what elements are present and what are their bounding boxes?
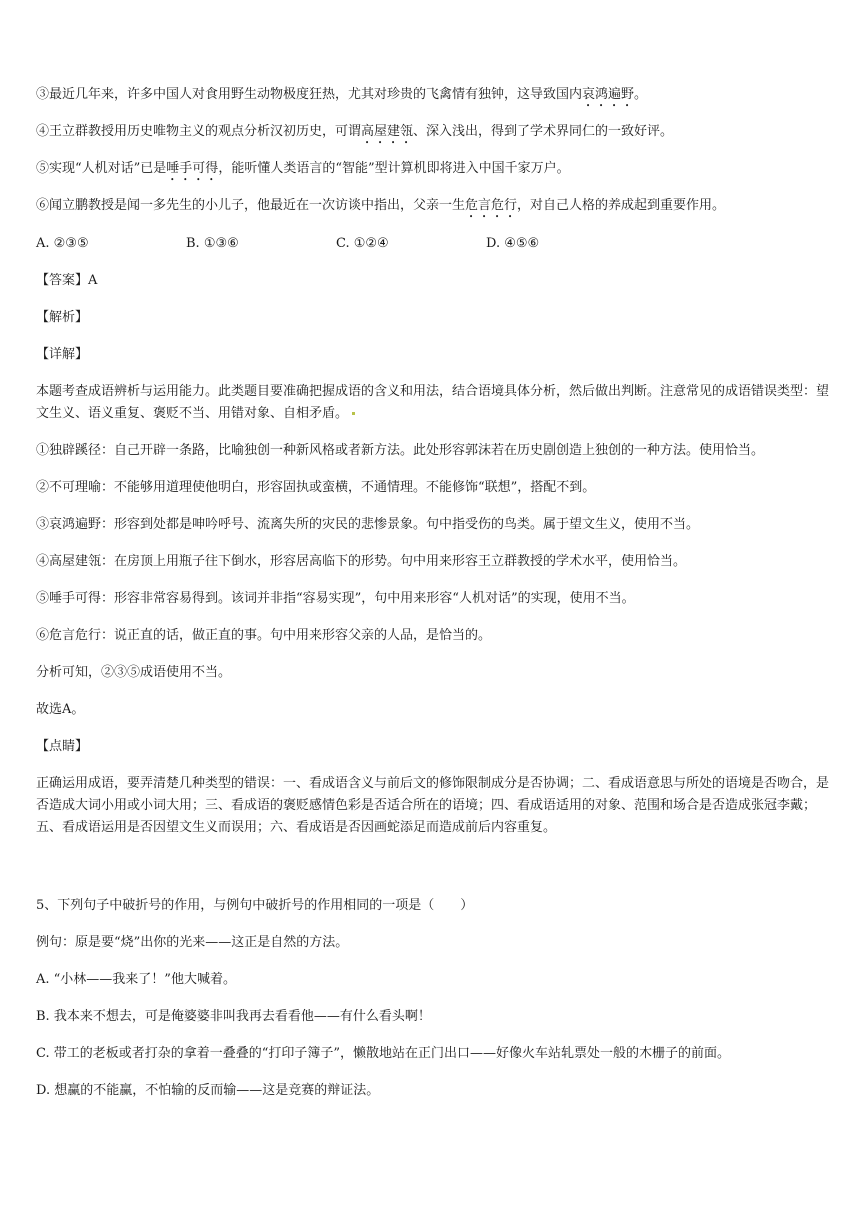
question-item-4	[36, 121, 830, 147]
item-text: ⑥闻立鹏教授是闻一多先生的小儿子，他最近在一次访谈中指出，父亲一生	[36, 198, 466, 213]
option-b: B. ①③⑥	[186, 236, 239, 251]
conclusion: 分析可知，②③⑤成语使用不当。	[36, 665, 232, 680]
emphasized-idiom: 高屋建瓴	[361, 124, 414, 139]
explanation-5: ⑤唾手可得：形容非常容易得到。该词并非指“容易实现”，句中用来形容“人机对话”的实现，使用不当。	[36, 591, 635, 606]
answer-options	[36, 233, 636, 255]
analysis-header: 【解析】	[36, 310, 89, 325]
detail-intro	[36, 381, 832, 425]
item-text: ，能听懂人类语言的“智能”型计算机即将进入中国千家万户。	[218, 161, 570, 176]
explanation-1: ①独辟蹊径：自己开辟一条路，比喻独创一种新风格或者新方法。此处形容郭沫若在历史剧创造上独创的一种方法。使用恰当。	[36, 443, 765, 458]
detail-header: 【详解】	[36, 347, 89, 362]
emphasized-idiom: 唾手可得	[166, 161, 219, 176]
option-c: C. ①②④	[336, 236, 389, 251]
emphasized-idiom: 哀鸿遍野	[582, 87, 635, 102]
explanation-2: ②不可理喻：不能够用道理使他明白，形容固执或蛮横，不通情理。不能修饰“联想”，搭配不到。	[36, 480, 596, 495]
emphasized-idiom: 危言危行	[465, 198, 518, 213]
option-a: A. ②③⑤	[36, 236, 89, 251]
question-item-5	[36, 158, 830, 184]
question-5-example: 例句：原是要“烧”出你的光来——这正是自然的方法。	[36, 935, 349, 950]
item-text: ③最近几年来，许多中国人对食用野生动物极度狂热，尤其对珍贵的飞禽情有独钟，这导致国内	[36, 87, 583, 102]
item-text: ⑤实现“人机对话”已是	[36, 161, 167, 176]
tip-header: 【点睛】	[36, 739, 89, 754]
answer-line: 【答案】A	[36, 273, 98, 288]
choose-line: 故选A。	[36, 702, 85, 717]
item-text: 、深入浅出，得到了学术界同仁的一致好评。	[413, 124, 674, 139]
tip-body: 正确运用成语，要弄清楚几种类型的错误：一、看成语含义与前后文的修饰限制成分是否协调；二、看成语意思与所处的语境是否吻合，是否造成大词小用或小词大用；三、看成语的褒贬感情色彩是否适合所在的语境；四、看成语适用的对象、范围和场合是否造成张冠李戴；五、看成语运用是否因望文生义而误用；六、看成语是否因画蛇添足而造成前后内容重复。	[36, 776, 830, 835]
option-d: D. ④⑤⑥	[486, 236, 540, 251]
detail-intro-text: 本题考查成语辨析与运用能力。此类题目要准确把握成语的含义和用法，结合语境具体分析，然后做出判断。注意常见的成语错误类型：望文生义、语义重复、褒贬不当、用错对象、自相矛盾。	[36, 384, 830, 421]
explanation-6: ⑥危言危行：说正直的话，做正直的事。句中用来形容父亲的人品，是恰当的。	[36, 628, 492, 643]
question-item-6	[36, 195, 830, 221]
explanation-3: ③哀鸿遍野：形容到处都是呻吟呼号、流离失所的灾民的悲惨景象。句中指受伤的鸟类。属于望文生义，使用不当。	[36, 517, 700, 532]
question-5-option-c: C. 带工的老板或者打杂的拿着一叠叠的“打印子簿子”，懒散地站在正门出口——好像火车站轧票处一般的木栅子的前面。	[36, 1046, 731, 1061]
item-text: ④王立群教授用历史唯物主义的观点分析汉初历史，可谓	[36, 124, 362, 139]
question-5-option-b: B. 我本来不想去，可是俺婆婆非叫我再去看看他——有什么看头啊！	[36, 1009, 431, 1024]
question-5-option-d: D. 想赢的不能赢，不怕输的反而输——这是竞赛的辩证法。	[36, 1083, 380, 1098]
question-item-3	[36, 84, 830, 110]
item-text: ，对自己人格的养成起到重要作用。	[517, 198, 726, 213]
question-5-stem: 5、下列句子中破折号的作用，与例句中破折号的作用相同的一项是（ ）	[36, 898, 474, 913]
question-5-option-a: A. “小林——我来了！”他大喊着。	[36, 972, 236, 987]
item-text: 。	[634, 87, 648, 102]
explanation-4: ④高屋建瓴：在房顶上用瓶子往下倒水，形容居高临下的形势。句中用来形容王立群教授的学术水平，使用恰当。	[36, 554, 687, 569]
scan-mark	[352, 412, 355, 415]
